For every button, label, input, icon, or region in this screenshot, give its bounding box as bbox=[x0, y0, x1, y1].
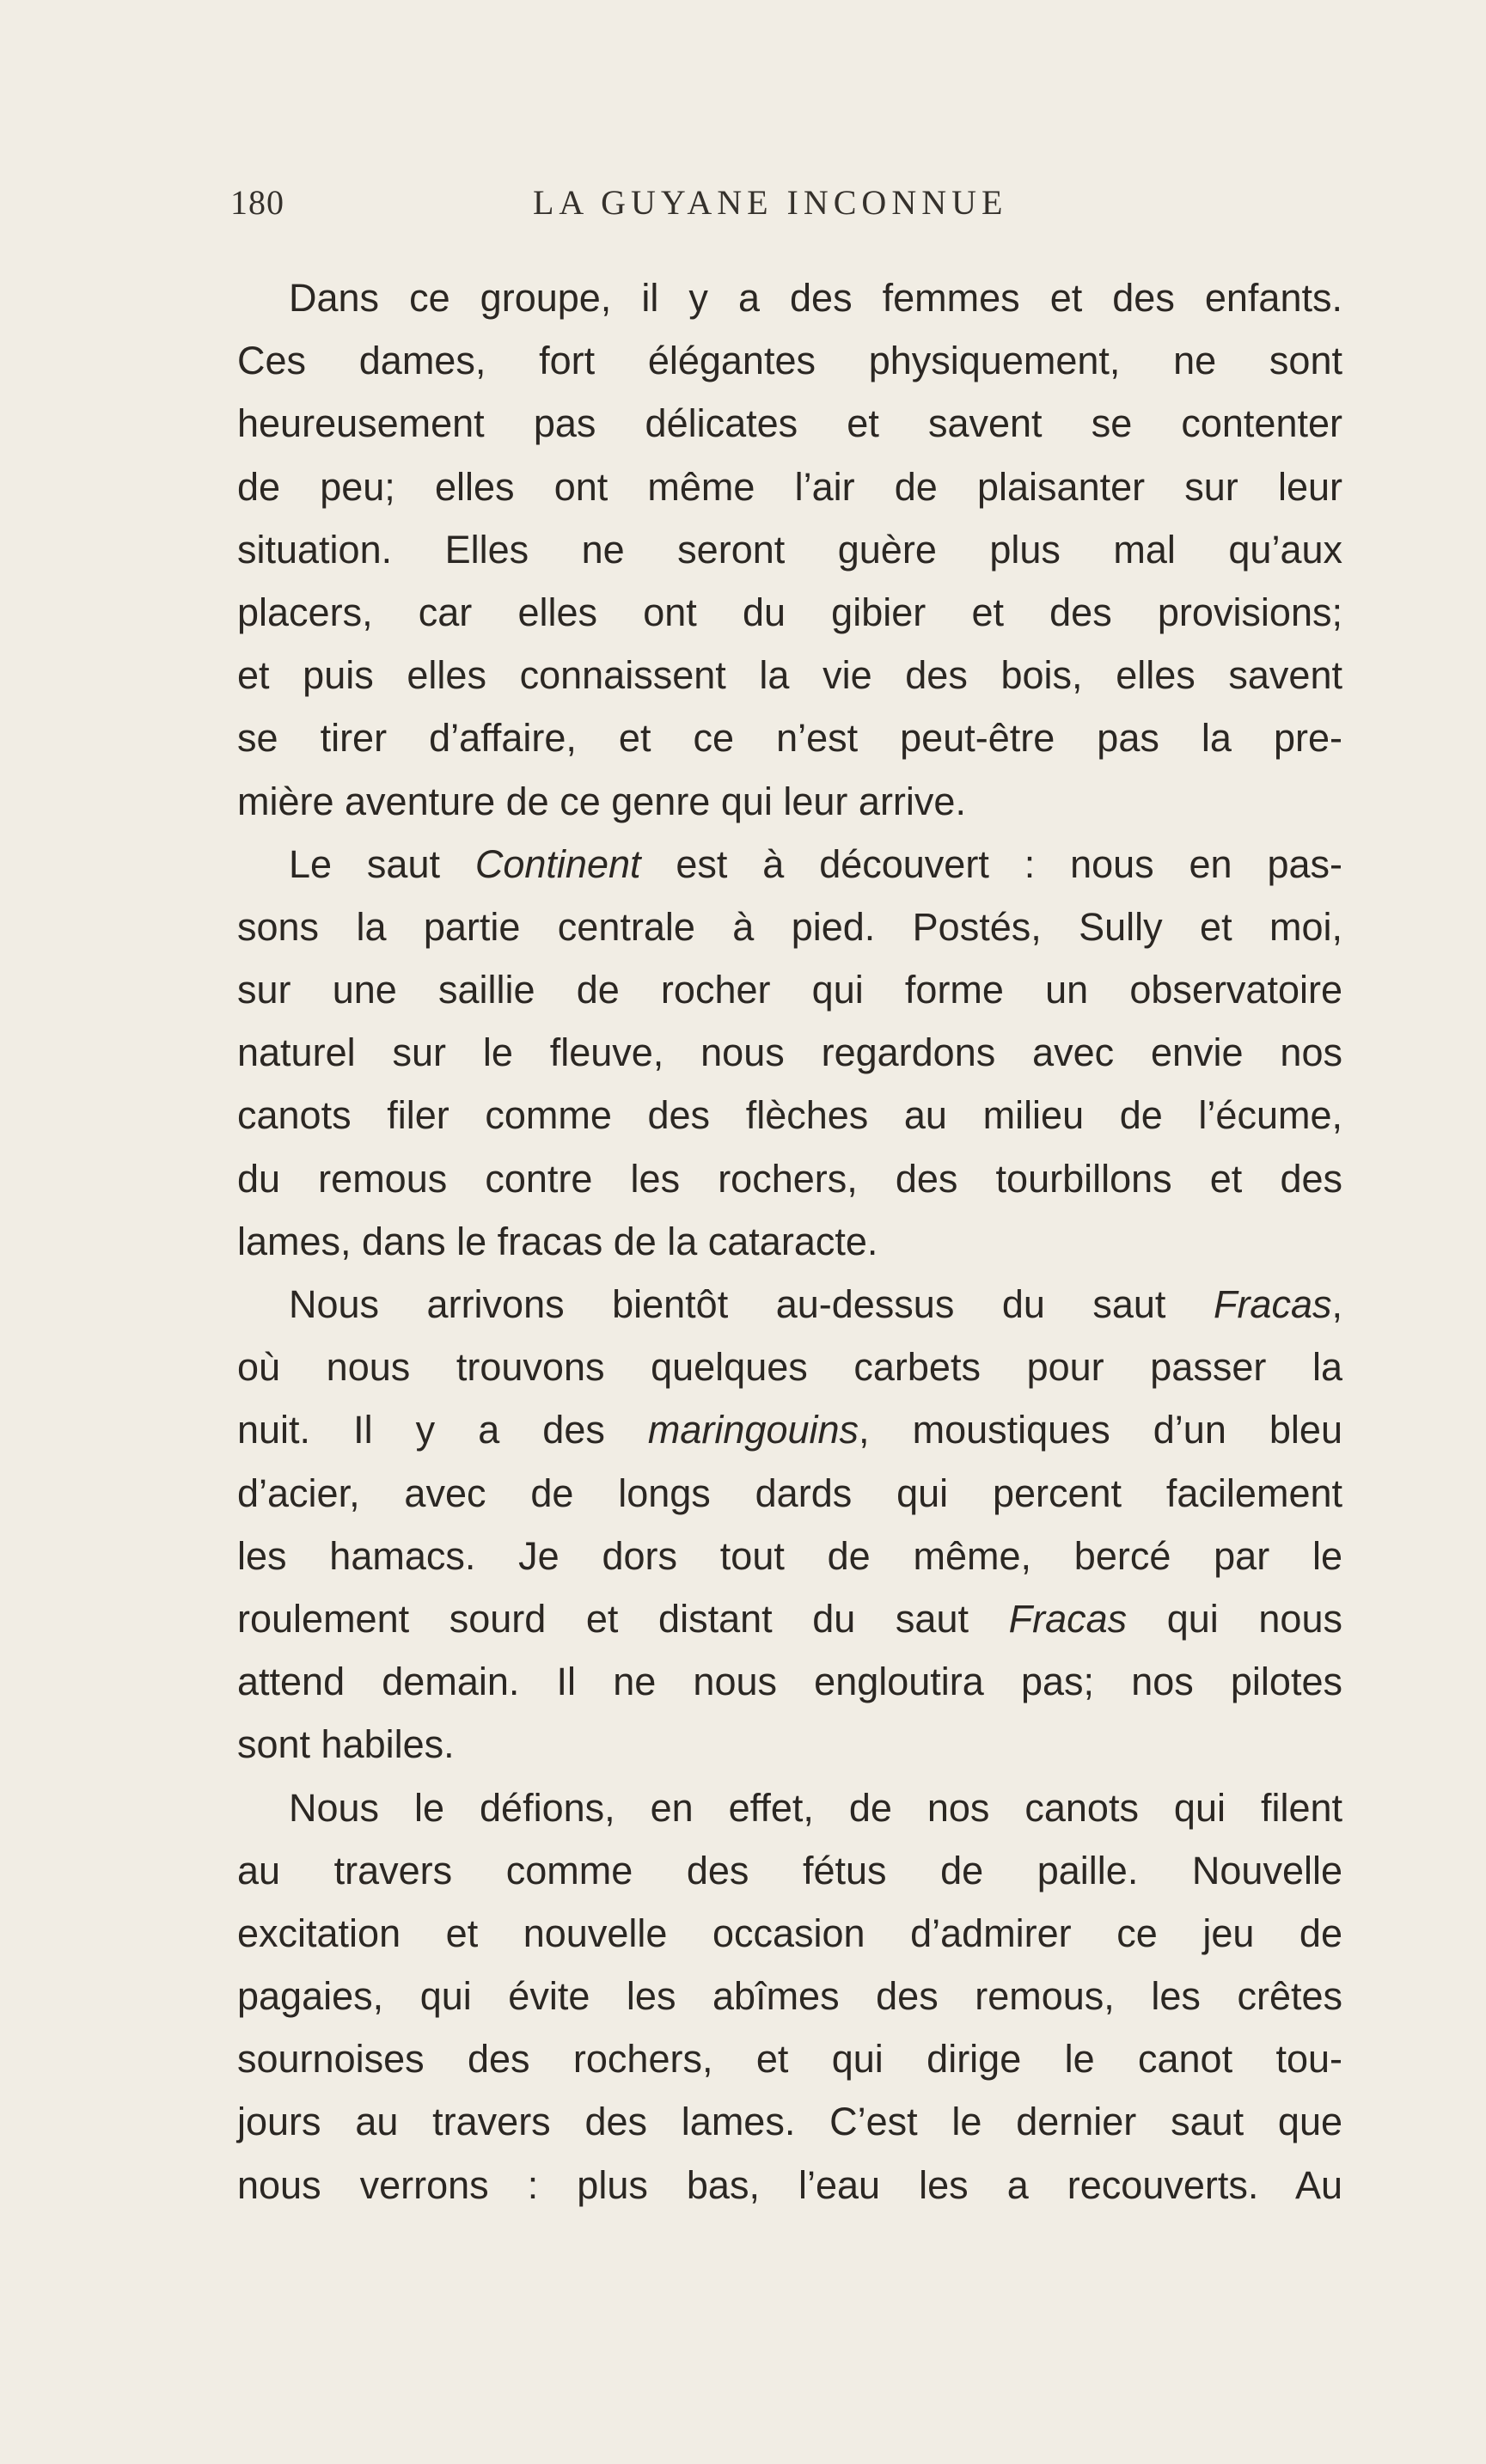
text-line: sur une saillie de rocher qui forme un observatoire bbox=[237, 968, 1342, 1012]
body-text bbox=[237, 266, 1342, 2216]
text-line: placers, car elles ont du gibier et des provisions; bbox=[237, 590, 1342, 634]
text-line: les hamacs. Je dors tout de même, bercé par le bbox=[237, 1533, 1342, 1578]
text-line: nous verrons : plus bas, l’eau les a recouverts. Au bbox=[237, 2162, 1342, 2207]
text-line: heureusement pas délicates et savent se contenter bbox=[237, 401, 1342, 446]
text-line: et puis elles connaissent la vie des bois, elles savent bbox=[237, 653, 1342, 698]
text-line: d’acier, avec de longs dards qui percent facilement bbox=[237, 1470, 1342, 1515]
running-title: LA GUYANE INCONNUE bbox=[533, 183, 1008, 222]
text-segment: est à découvert : nous en pas- bbox=[640, 841, 1342, 886]
text-line: attend demain. Il ne nous engloutira pas; nos pilotes bbox=[237, 1660, 1342, 1704]
text-line bbox=[237, 833, 1342, 896]
text-line: où nous trouvons quelques carbets pour passer la bbox=[237, 1345, 1342, 1390]
text-line: se tirer d’affaire, et ce n’est peut-être pas la pre- bbox=[237, 716, 1342, 761]
text-line: de peu; elles ont même l’air de plaisanter sur leur bbox=[237, 464, 1342, 509]
text-line: situation. Elles ne seront guère plus mal qu’aux bbox=[237, 527, 1342, 572]
text-line: sons la partie centrale à pied. Postés, Sully et moi, bbox=[237, 904, 1342, 949]
text-line: naturel sur le fleuve, nous regardons avec envie nos bbox=[237, 1030, 1342, 1075]
italic-term: Continent bbox=[474, 841, 641, 886]
italic-term: maringouins bbox=[647, 1408, 859, 1452]
text-line bbox=[237, 1398, 1342, 1461]
text-line: sont habiles. bbox=[237, 1722, 455, 1767]
text-line: au travers comme des fétus de paille. Nouvelle bbox=[237, 1848, 1342, 1892]
text-segment: qui nous bbox=[1127, 1596, 1342, 1641]
italic-term: Fracas bbox=[1008, 1596, 1128, 1641]
text-line: sournoises des rochers, et qui dirige le canot tou- bbox=[237, 2037, 1342, 2082]
running-head bbox=[230, 182, 1348, 234]
text-segment: , bbox=[1331, 1282, 1342, 1326]
text-line: Nous le défions, en effet, de nos canots qui filent bbox=[289, 1785, 1342, 1830]
text-line: pagaies, qui évite les abîmes des remous, les crêtes bbox=[237, 1974, 1342, 2019]
text-segment: nuit. Il y a des bbox=[237, 1408, 648, 1452]
text-line bbox=[237, 1587, 1342, 1650]
text-segment: , moustiques d’un bleu bbox=[859, 1408, 1342, 1452]
italic-term: Fracas bbox=[1213, 1282, 1332, 1326]
text-segment: Le saut bbox=[289, 841, 475, 886]
text-line: canots filer comme des flèches au milieu de l’écume, bbox=[237, 1093, 1342, 1138]
text-line: mière aventure de ce genre qui leur arrive. bbox=[237, 779, 966, 823]
text-line bbox=[237, 1273, 1342, 1336]
text-line: Ces dames, fort élégantes physiquement, ne sont bbox=[237, 339, 1342, 383]
page-number: 180 bbox=[230, 183, 284, 222]
text-line: Dans ce groupe, il y a des femmes et des enfants. bbox=[289, 276, 1342, 320]
text-line: jours au travers des lames. C’est le dernier saut que bbox=[237, 2100, 1342, 2144]
text-line: du remous contre les rochers, des tourbillons et des bbox=[237, 1156, 1342, 1201]
text-segment: roulement sourd et distant du saut bbox=[237, 1596, 1009, 1641]
text-segment: Nous arrivons bientôt au-dessus du saut bbox=[289, 1282, 1214, 1326]
text-line: excitation et nouvelle occasion d’admirer ce jeu de bbox=[237, 1911, 1342, 1955]
text-line: lames, dans le fracas de la cataracte. bbox=[237, 1219, 878, 1263]
